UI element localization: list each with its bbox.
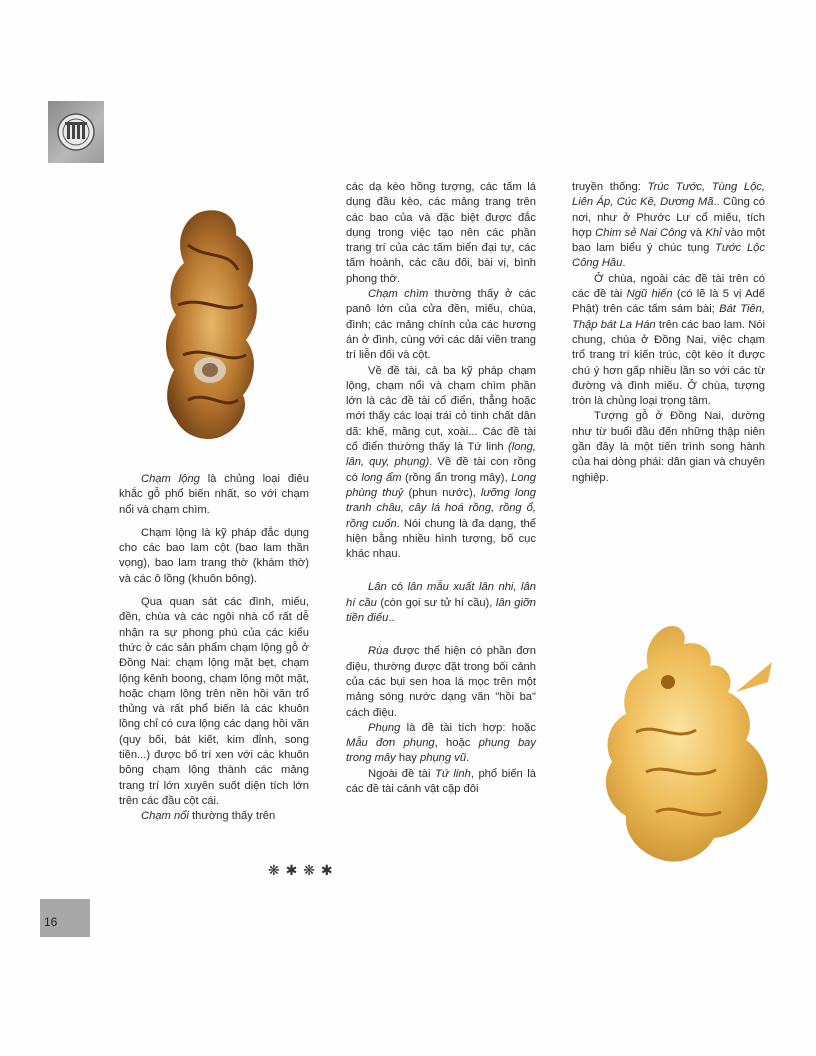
paragraph: Ngoài đề tài Tứ linh, phổ biến là các đề tài cảnh vật cặp đôi	[346, 767, 536, 795]
paragraph: Lân có lân mẫu xuất lân nhi, lân hí cầu (còn gọi sư tử hí cầu), lân giỡn tiền điếu..	[346, 581, 536, 625]
paragraph: Chạm lộng là chủng loại điêu khắc gỗ phổ biến nhất, so với chạm nổi và chạm chìm.	[119, 473, 309, 516]
text-column-3	[572, 180, 765, 486]
paragraph: Ở chùa, ngoài các đề tài trên có các đề tài Ngũ hiến (có lẽ là 5 vị Adế Phật) trên các tấm sám bài; Bát Tiên, Thập bát La Hán trên các bao lam. Nói chung, chùa ở Đồng Nai, việc chạm trổ trang trí kiến trúc, cột kèo ít được chú ý hơn gấp nhiều lần so với các từ đường và đình miếu. Ở chùa, tượng tròn là chủng loại trọng tâm.	[572, 272, 765, 408]
paragraph: Chạm lộng là kỹ pháp đắc dụng cho các bao lam cột (bao lam thần vọng), bao lam trang thờ (khám thờ) và các ô lồng (khuôn bông).	[119, 526, 309, 585]
qilin-carving-photo	[596, 622, 776, 870]
page-number-box	[40, 899, 90, 937]
text-column-2	[346, 180, 536, 797]
paragraph: Qua quan sát các đình, miếu, đền, chùa và các ngôi nhà cổ rất dễ nhận ra sự phong phú của các kiểu thức ở các sản phẩm chạm lộng gỗ ở Đồng Nai: chạm lộng mặt bẹt, chạm lộng kênh boong, chạm lộng một mặt, hoặc chạm lộng trên nền hồi văn trổ thủng và rất phổ biến là các khuôn lồng chỉ có cưa lộng các dạng hồi văn (quy bối, bát kiết, kim đỉnh, song tiền...) được bố trí xen với các khuôn bông chạm lộng thành các mảng trang trí lớn xuyên suốt diện tích lớn trên các đầu cột cái.	[119, 596, 309, 807]
paragraph: truyền thống: Trúc Tước, Tùng Lộc, Liên Áp, Cúc Kê, Dương Mã.. Cũng có nơi, như ở Phước Lư cổ miếu, tích hợp Chim sẻ Nai Công và Khỉ vào một bao lam biểu ý chúc tụng Tước Lộc Công Hầu.	[572, 181, 766, 270]
text-column-1	[119, 472, 309, 825]
paragraph: các dạ kèo hồng tượng, các tấm lá dụng đầu kèo, các mảng trang trên các bao của và đặc biệt được đắc dụng trong việc tạo nên các phần trang trí của các tấm biển đại tự, các tấm hoành, các câu đối, bài vị, bình phong thờ.	[346, 181, 536, 285]
dragon-carving-photo	[158, 205, 266, 445]
page-number: 16	[44, 915, 58, 929]
paragraph: Phụng là đề tài tích hợp: hoặc Mẫu đơn phụng, hoặc phụng bay trong mây hay phụng vũ.	[346, 721, 536, 765]
paragraph: Tượng gỗ ở Đồng Nai, dường như từ buổi đầu đến những thập niên gần đây là một tiến trình song hành của hai dòng phái: dân gian và chuyên nghiệp.	[572, 410, 765, 484]
print-smudge: ❋ ✱ ❋ ✱	[268, 862, 334, 878]
paragraph: Về đề tài, cả ba kỹ pháp chạm lộng, chạm nổi và chạm chìm phần lớn là các đề tài cổ điển, thẳng hoặc mới thấy các loại trái cỏ tinh chất dân dã: khế, măng cụt, xoài... Các đề tài cổ điển thường thấy là Tứ linh (long, lân, quy, phụng). Về đề tài con rồng có long ẩm (rồng ẩn trong mây), Long phùng thuỷ (phun nước), lưỡng long tranh châu, cây lá hoá rồng, rồng ổ, rồng cuốn. Nói chung là đa dạng, thể hiện bằng nhiều hình tượng, bố cục khác nhau.	[346, 364, 537, 561]
paragraph: Chạm nổi thường thấy trên	[141, 810, 276, 823]
paragraph: Rùa được thể hiện có phần đơn điệu, thường được đặt trong bối cảnh của các bụi sen hoa lá mọc trên một mảng sóng nước dạng văn "hồi ba" cách điệu.	[346, 645, 536, 719]
publisher-seal-logo	[48, 101, 104, 163]
paragraph: Chạm chìm thường thấy ở các panô lớn của cửa đền, miếu, chùa, đình; các mảng chính của các hương án ở đình, cùng với các dải viền trang trí liễn đối và cột.	[346, 288, 536, 362]
